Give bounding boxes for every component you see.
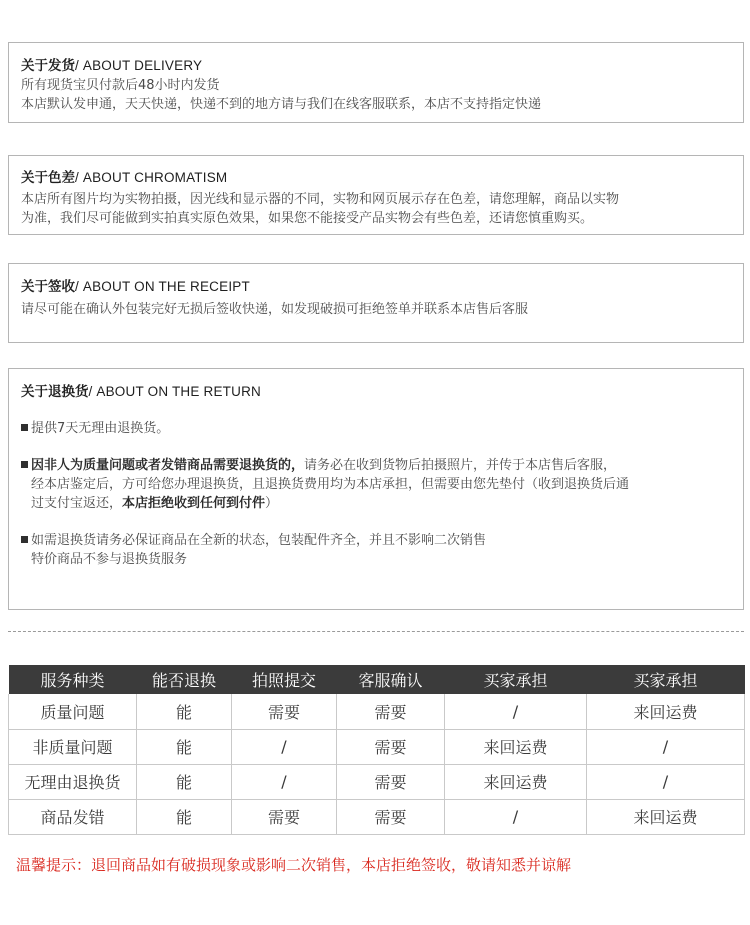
return-bullet-2-line-3-a: 过支付宝返还， bbox=[31, 496, 123, 511]
receipt-section bbox=[8, 263, 744, 343]
header-returnable: 能否退换 bbox=[137, 665, 232, 694]
table-row bbox=[9, 799, 745, 834]
dashed-divider bbox=[8, 631, 744, 632]
receipt-line-1: 请尽可能在确认外包装完好无损后签收快递，如发现破损可拒绝签单并联系本店售后客服 bbox=[21, 302, 529, 317]
return-bullet-1-text: 提供7天无理由退换货。 bbox=[31, 421, 170, 436]
chromatism-title-en: / ABOUT CHROMATISM bbox=[75, 170, 228, 185]
chromatism-line-2: 为准，我们尽可能做到实拍真实原色效果，如果您不能接受产品实物会有些色差，还请您慎重购买。 bbox=[21, 211, 594, 226]
table-cell: 来回运费 bbox=[587, 694, 745, 729]
table-cell: / bbox=[232, 764, 337, 799]
bullet-square-icon bbox=[21, 536, 28, 543]
return-bullet-2-line-3 bbox=[21, 494, 731, 513]
receipt-title-zh: 关于签收 bbox=[21, 279, 75, 295]
delivery-section bbox=[8, 42, 744, 123]
table-cell: 能 bbox=[137, 729, 232, 764]
table-cell: 能 bbox=[137, 764, 232, 799]
table-header-row bbox=[9, 665, 745, 694]
return-bullet-2-rest: 请务必在收到货物后拍摄照片，并传于本店售后客服， bbox=[304, 458, 617, 473]
return-bullet-2-bold: 因非人为质量问题或者发错商品需要退换货的， bbox=[31, 458, 305, 473]
table-cell: 质量问题 bbox=[9, 694, 137, 729]
table-row bbox=[9, 764, 745, 799]
return-section bbox=[8, 368, 744, 610]
table-cell: 来回运费 bbox=[445, 764, 587, 799]
warm-tip: 温馨提示：退回商品如有破损现象或影响二次销售，本店拒绝签收，敬请知悉并谅解 bbox=[16, 856, 572, 874]
table-row bbox=[9, 729, 745, 764]
receipt-title-en: / ABOUT ON THE RECEIPT bbox=[75, 279, 250, 294]
delivery-line-2: 本店默认发申通，天天快递，快递不到的地方请与我们在线客服联系，本店不支持指定快递 bbox=[21, 97, 542, 112]
chromatism-title bbox=[21, 168, 731, 188]
table-cell: 需要 bbox=[232, 694, 337, 729]
delivery-title-zh: 关于发货 bbox=[21, 58, 75, 74]
table-cell: 需要 bbox=[337, 799, 445, 834]
table-cell: / bbox=[587, 764, 745, 799]
return-bullet-2-line-3-bold: 本店拒绝收到任何到付件 bbox=[122, 496, 266, 511]
delivery-title-en: / ABOUT DELIVERY bbox=[75, 58, 203, 73]
return-bullet-1 bbox=[21, 419, 731, 438]
table-cell: 能 bbox=[137, 799, 232, 834]
table-cell: / bbox=[587, 729, 745, 764]
chromatism-section bbox=[8, 155, 744, 235]
receipt-title bbox=[21, 277, 731, 297]
return-bullet-2-line-3-b: ） bbox=[265, 496, 279, 511]
table-cell: 需要 bbox=[337, 729, 445, 764]
table-row bbox=[9, 694, 745, 729]
table-cell: 来回运费 bbox=[587, 799, 745, 834]
header-cs-confirm: 客服确认 bbox=[337, 665, 445, 694]
table-cell: 商品发错 bbox=[9, 799, 137, 834]
return-bullet-3 bbox=[21, 531, 731, 569]
table-cell: 非质量问题 bbox=[9, 729, 137, 764]
table-cell: / bbox=[232, 729, 337, 764]
table-cell: 来回运费 bbox=[445, 729, 587, 764]
delivery-line-1: 所有现货宝贝付款后48小时内发货 bbox=[21, 78, 220, 93]
delivery-title bbox=[21, 56, 731, 76]
table-cell: / bbox=[445, 799, 587, 834]
header-service-type: 服务种类 bbox=[9, 665, 137, 694]
return-bullet-2-line-2: 经本店鉴定后，方可给您办理退换货，且退换货费用均为本店承担，但需要由您先垫付（收到退换货后通 bbox=[31, 477, 630, 492]
bullet-square-icon bbox=[21, 424, 28, 431]
header-buyer-bears-2: 买家承担 bbox=[587, 665, 745, 694]
table-cell: 需要 bbox=[337, 764, 445, 799]
return-bullet-3-line-1: 如需退换货请务必保证商品在全新的状态，包装配件齐全，并且不影响二次销售 bbox=[31, 533, 487, 548]
header-photo-submit: 拍照提交 bbox=[232, 665, 337, 694]
table-cell: 能 bbox=[137, 694, 232, 729]
table-cell: 需要 bbox=[337, 694, 445, 729]
chromatism-line-1: 本店所有图片均为实物拍摄，因光线和显示器的不同，实物和网页展示存在色差，请您理解，商品以实物 bbox=[21, 192, 620, 207]
table-cell: / bbox=[445, 694, 587, 729]
table-cell: 需要 bbox=[232, 799, 337, 834]
bullet-square-icon bbox=[21, 461, 28, 468]
service-table bbox=[8, 665, 745, 835]
return-bullet-2 bbox=[21, 456, 731, 513]
header-buyer-bears-1: 买家承担 bbox=[445, 665, 587, 694]
return-bullet-3-line-2: 特价商品不参与退换货服务 bbox=[31, 552, 188, 567]
chromatism-title-zh: 关于色差 bbox=[21, 170, 75, 186]
return-title-en: / ABOUT ON THE RETURN bbox=[88, 384, 261, 399]
return-title bbox=[21, 382, 731, 402]
return-title-zh: 关于退换货 bbox=[21, 384, 89, 400]
table-cell: 无理由退换货 bbox=[9, 764, 137, 799]
